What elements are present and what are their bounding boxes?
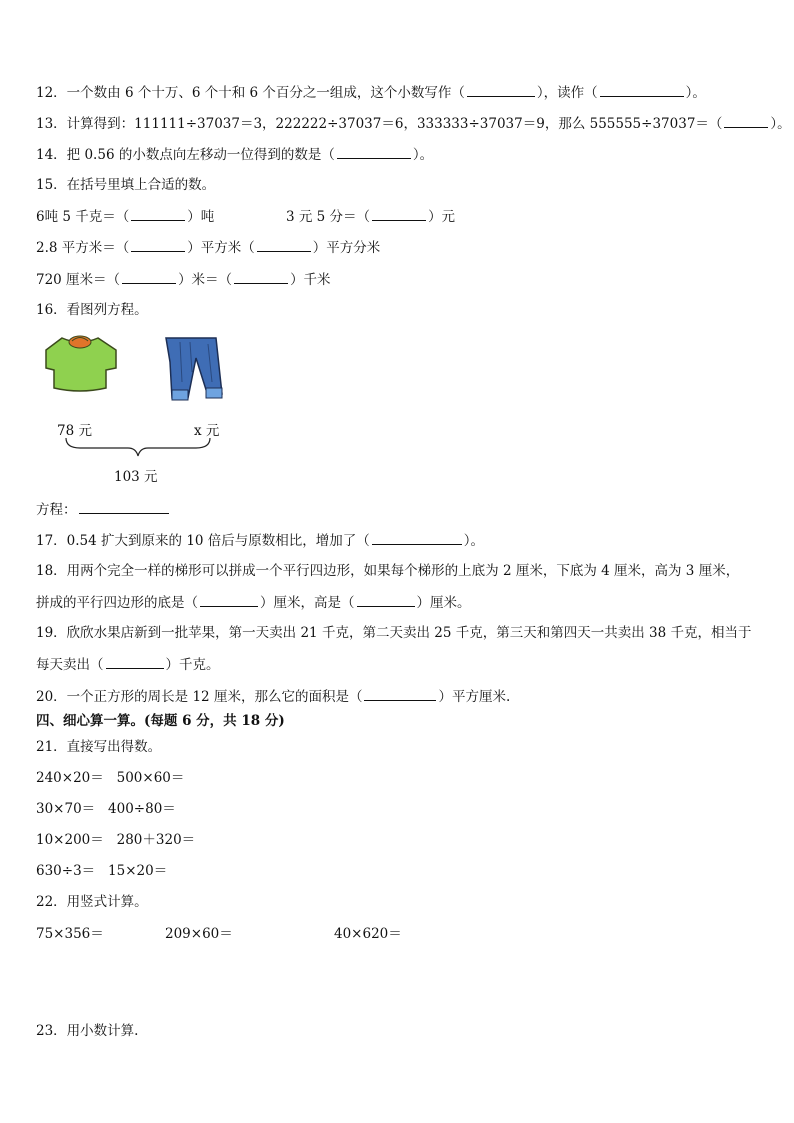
- q19-blank[interactable]: [106, 655, 164, 669]
- q18-text-c: ）厘米。: [416, 595, 471, 611]
- q20-text-a: 20．一个正方形的周长是 12 厘米，那么它的面积是（: [36, 689, 363, 705]
- q14-text-b: ）。: [412, 147, 434, 163]
- q15-row1a-text-b: ）吨: [187, 209, 215, 225]
- q22-problem-2: 209×60＝: [165, 926, 233, 942]
- q21-row-4: 630÷3＝ 15×20＝: [36, 863, 168, 879]
- tshirt-icon: [46, 336, 116, 391]
- q12-text-b: ），读作（: [536, 85, 598, 101]
- q18-line1: 18．用两个完全一样的梯形可以拼成一个平行四边形，如果每个梯形的上底为 2 厘米，下底为 4 厘米，高为 3 厘米，: [36, 563, 740, 579]
- q20-blank[interactable]: [364, 687, 436, 701]
- q15-row2-text-b: ）平方米（: [187, 240, 255, 256]
- pants-icon: [166, 338, 222, 400]
- q16-label-left: 78 元: [57, 423, 92, 439]
- q15-row2-text-a: 2.8 平方米＝（: [36, 240, 130, 256]
- q15-row1a: [36, 207, 214, 226]
- q19-line1: 19．欣欣水果店新到一批苹果，第一天卖出 21 千克，第二天卖出 25 千克，第三天和第四天一共卖出 38 千克，相当于: [36, 625, 752, 641]
- q17-text-a: 17．0.54 扩大到原来的 10 倍后与原数相比，增加了（: [36, 533, 370, 549]
- q14-line: [36, 145, 433, 164]
- q19-text-b: ）千克。: [165, 657, 220, 673]
- q14-blank[interactable]: [337, 145, 411, 159]
- q21-row-2: 30×70＝ 400÷80＝: [36, 801, 176, 817]
- total-brace: [66, 438, 210, 456]
- q15-row2-text-c: ）平方分米: [312, 240, 381, 256]
- q12-blank-2[interactable]: [600, 83, 684, 97]
- q16-label-right: x 元: [194, 423, 220, 439]
- q15-row3: [36, 270, 331, 289]
- q15-row1b: [286, 207, 455, 226]
- q23-title: 23．用小数计算.: [36, 1023, 139, 1039]
- q22-problem-1: 75×356＝: [36, 926, 104, 942]
- q15-title: 15．在括号里填上合适的数。: [36, 177, 216, 193]
- q16-label-total: 103 元: [114, 469, 158, 485]
- q14-text-a: 14．把 0.56 的小数点向左移动一位得到的数是（: [36, 147, 335, 163]
- q15-row3-blank-1[interactable]: [122, 270, 176, 284]
- q13-text-a: 13．计算得到：111111÷37037＝3，222222÷37037＝6，333333÷37037＝9，那么 555555÷37037＝（: [36, 116, 723, 132]
- q16-equation-label: 方程：: [36, 502, 77, 518]
- q15-row3-blank-2[interactable]: [234, 270, 288, 284]
- q13-text-b: ）。: [770, 116, 791, 132]
- q12-blank-1[interactable]: [467, 83, 535, 97]
- q21-title: 21．直接写出得数。: [36, 739, 162, 755]
- q15-row1b-text-a: 3 元 5 分＝（: [286, 209, 371, 225]
- q19-text-a: 每天卖出（: [36, 657, 104, 673]
- q12-line: [36, 83, 706, 102]
- q19-line2: [36, 655, 220, 674]
- q15-row2-blank-2[interactable]: [257, 238, 311, 252]
- q15-row1b-blank[interactable]: [372, 207, 426, 221]
- q21-row-3: 10×200＝ 280＋320＝: [36, 832, 196, 848]
- q15-row1b-text-b: ）元: [428, 209, 456, 225]
- q17-line: [36, 531, 484, 550]
- q16-figure-svg: [40, 332, 240, 482]
- q22-problem-3: 40×620＝: [334, 926, 402, 942]
- q13-line: [36, 114, 791, 133]
- q16-equation-blank[interactable]: [79, 500, 169, 514]
- q13-blank[interactable]: [724, 114, 768, 128]
- q18-blank-1[interactable]: [200, 593, 258, 607]
- q18-line2: [36, 593, 471, 612]
- q15-row2: [36, 238, 380, 257]
- q15-row3-text-a: 720 厘米＝（: [36, 272, 121, 288]
- q16-title: 16．看图列方程。: [36, 302, 148, 318]
- q17-blank[interactable]: [372, 531, 462, 545]
- q21-row-1: 240×20＝ 500×60＝: [36, 770, 185, 786]
- q16-equation: [36, 500, 171, 519]
- q20-line: [36, 687, 510, 706]
- q12-text-a: 12．一个数由 6 个十万、6 个十和 6 个百分之一组成，这个小数写作（: [36, 85, 465, 101]
- q15-row3-text-c: ）千米: [290, 272, 331, 288]
- q15-row1a-blank[interactable]: [131, 207, 185, 221]
- q22-title: 22．用竖式计算。: [36, 894, 148, 910]
- q15-row2-blank-1[interactable]: [131, 238, 185, 252]
- q18-text-a: 拼成的平行四边形的底是（: [36, 595, 198, 611]
- q16-figure: [40, 332, 240, 486]
- section4-heading: 四、细心算一算。(每题 6 分，共 18 分): [36, 713, 285, 729]
- q12-text-c: ）。: [685, 85, 706, 101]
- q15-row1a-text-a: 6吨 5 千克＝（: [36, 209, 130, 225]
- q18-blank-2[interactable]: [357, 593, 415, 607]
- q15-row3-text-b: ）米＝（: [178, 272, 233, 288]
- q20-text-b: ）平方厘米.: [438, 689, 511, 705]
- q18-text-b: ）厘米，高是（: [260, 595, 355, 611]
- q17-text-b: ）。: [463, 533, 485, 549]
